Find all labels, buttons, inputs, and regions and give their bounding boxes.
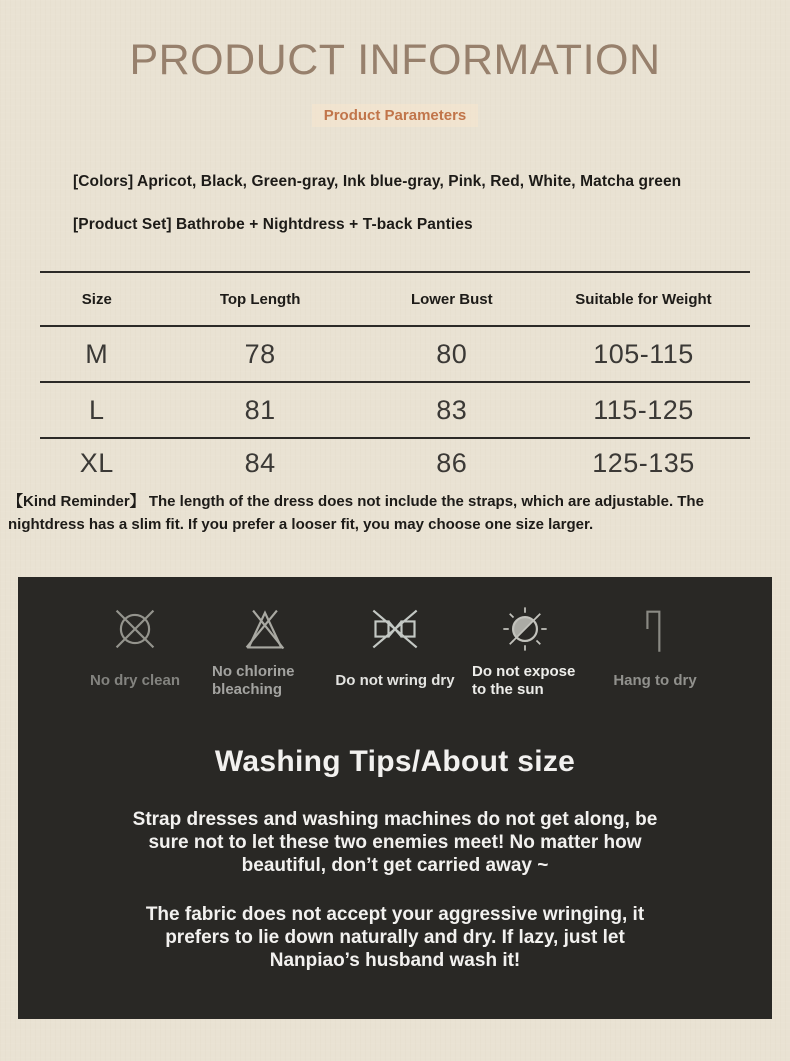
col-header-top-length: Top Length [219, 290, 301, 308]
page-title: PRODUCT INFORMATION [129, 36, 661, 84]
care-label: Do not expose to the sun [472, 663, 576, 698]
section-subtitle [0, 104, 790, 127]
care-label: No chlorine bleaching [212, 663, 295, 698]
washing-tip-paragraph: The fabric does not accept your aggressive wringing, it prefers to lie down naturally and dry. If lazy, just let Nanpiao’s husband wash it! [145, 904, 645, 971]
care-item-do-not-expose-sun [460, 603, 590, 701]
size-table [40, 271, 750, 487]
cell-weight: 115-125 [593, 394, 694, 425]
care-item-no-dry-clean [70, 603, 200, 701]
cell-size: L [89, 394, 105, 425]
cell-top-length: 78 [244, 338, 276, 369]
care-label: Do not wring dry [335, 672, 455, 689]
care-label: Hang to dry [613, 672, 697, 689]
care-item-no-chlorine-bleaching [200, 603, 330, 701]
care-item-do-not-wring-dry [330, 603, 460, 701]
cell-size: M [85, 338, 109, 369]
care-icons-row [18, 603, 772, 701]
col-header-lower-bust: Lower Bust [410, 290, 493, 308]
table-row [40, 439, 750, 487]
kind-reminder: 【Kind Reminder】 The length of the dress does not include the straps, which are adjustable. The nightdress has a slim fit. If you prefer a looser fit, you may choose one size larger. [8, 493, 704, 533]
colors-line: [Colors] Apricot, Black, Green-gray, Ink blue-gray, Pink, Red, White, Matcha green [73, 173, 682, 190]
do-not-wring-dry-icon [369, 603, 421, 655]
cell-top-length: 81 [244, 394, 276, 425]
care-label: No dry clean [89, 672, 181, 689]
cell-size: XL [79, 447, 114, 478]
table-row [40, 383, 750, 439]
no-dry-clean-icon [109, 603, 161, 655]
no-chlorine-bleaching-icon [239, 603, 291, 655]
care-item-hang-to-dry [590, 603, 720, 701]
col-header-weight: Suitable for Weight [575, 290, 712, 308]
product-set-line: [Product Set] Bathrobe + Nightdress + T-back Panties [73, 216, 473, 233]
size-table-header-row [40, 273, 750, 327]
washing-tips-heading: Washing Tips/About size [214, 745, 576, 778]
washing-care-panel [18, 577, 772, 1019]
hang-to-dry-icon [629, 603, 681, 655]
washing-tip-paragraph: Strap dresses and washing machines do not get along, be sure not to let these two enemies meet! No matter how beautiful, don’t get carried away ~ [132, 809, 658, 876]
cell-lower-bust: 80 [436, 338, 468, 369]
cell-lower-bust: 83 [436, 394, 468, 425]
cell-weight: 105-115 [593, 338, 694, 369]
do-not-expose-sun-icon [499, 603, 551, 655]
cell-top-length: 84 [244, 447, 276, 478]
cell-weight: 125-135 [592, 447, 695, 478]
section-subtitle-label: Product Parameters [312, 104, 479, 127]
table-row [40, 327, 750, 383]
col-header-size: Size [81, 290, 112, 308]
cell-lower-bust: 86 [436, 447, 468, 478]
